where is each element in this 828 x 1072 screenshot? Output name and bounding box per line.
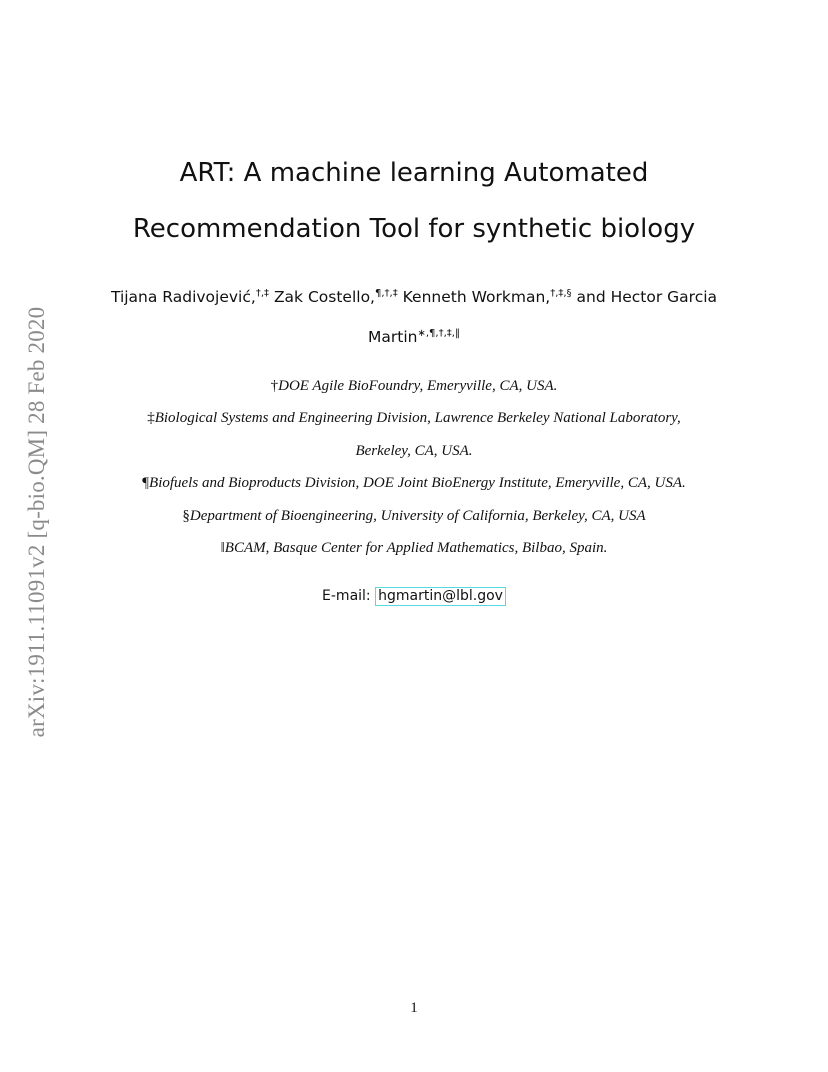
email-link[interactable]: hgmartin@lbl.gov [375,587,506,606]
affiliation-mark: ‡ [147,410,155,426]
author-name: and Hector Garcia [576,288,718,306]
arxiv-identifier-stamp: arXiv:1911.11091v2 [q-bio.QM] 28 Feb 2020 [24,306,49,738]
affiliation-text: Berkeley, CA, USA. [355,443,473,459]
author-affiliation-marks: †,‡ [255,288,269,299]
affiliation [60,475,768,492]
author-name: Zak Costello, [273,288,375,306]
paper-title-line-2: Recommendation Tool for synthetic biology [132,214,696,244]
affiliation [60,508,768,525]
affiliation-text: DOE Agile BioFoundry, Emeryville, CA, USA. [278,378,558,394]
affiliation-text: BCAM, Basque Center for Applied Mathematics, Bilbao, Spain. [224,540,608,556]
author-affiliation-marks: ¶,†,‡ [374,288,398,299]
affiliation [60,443,768,460]
affiliation [60,378,768,395]
affiliation-mark: † [270,378,279,394]
author-list [60,288,768,306]
affiliation-text: Biofuels and Bioproducts Division, DOE Joint BioEnergy Institute, Emeryville, CA, USA. [149,475,686,491]
author-name: Kenneth Workman, [402,288,551,306]
contact-email [60,588,768,604]
author-affiliation-marks: †,‡,§ [550,288,572,299]
email-label: E-mail: [322,588,371,604]
affiliation-text: Biological Systems and Engineering Division, Lawrence Berkeley National Laboratory, [154,410,681,426]
author-affiliation-marks: ∗,¶,†,‡,‖ [417,328,460,339]
page-number: 1 [410,1000,418,1016]
affiliation-mark: ¶ [142,475,150,491]
author-name: Martin [368,328,418,346]
paper-title-line-1: ART: A machine learning Automated [179,158,649,188]
affiliation-mark: ‖ [220,540,225,556]
affiliation-text: Department of Bioengineering, University of California, Berkeley, CA, USA [189,508,646,524]
author-list-continued [60,328,768,346]
affiliation-mark: § [182,508,190,524]
author-name: Tijana Radivojević, [110,288,256,306]
affiliation [60,410,768,427]
affiliation [60,540,768,557]
